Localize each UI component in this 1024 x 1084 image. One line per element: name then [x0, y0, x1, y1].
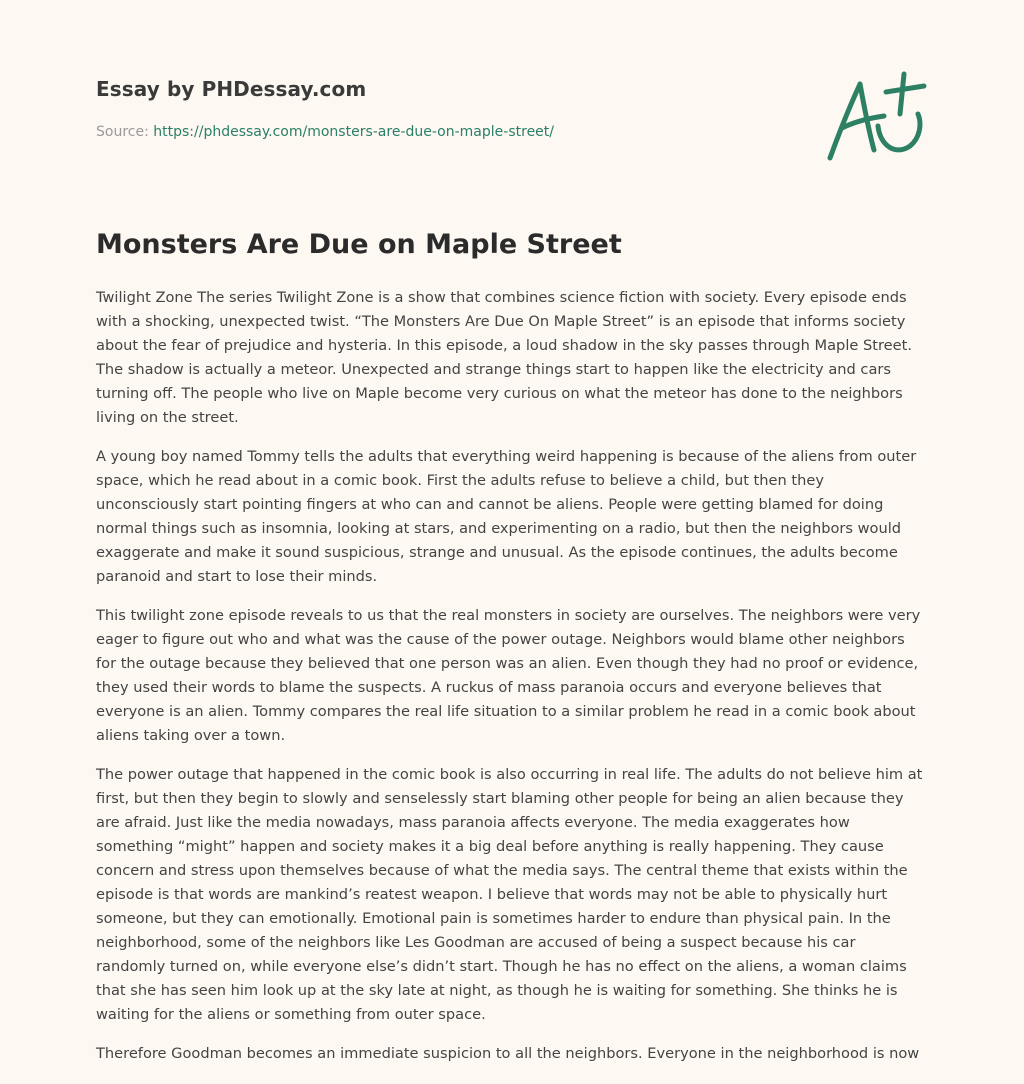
essay-paragraph: Therefore Goodman becomes an immediate suspicion to all the neighbors. Everyone in the neighborhood is now: [96, 1045, 920, 1062]
source-label: Source:: [96, 124, 149, 140]
essay-body: [96, 286, 928, 1066]
site-title: Essay by PHDessay.com: [96, 77, 367, 101]
source-link[interactable]: https://phdessay.com/monsters-are-due-on-maple-street/: [153, 124, 554, 140]
page-header: [96, 74, 796, 142]
essay-paragraph: A young boy named Tommy tells the adults that everything weird happening is because of the aliens from outer space, which he read about in a comic book. First the adults refuse to believe a child, but then they unconsciously start pointing fingers at who can and cannot be aliens. People were getting blamed for doing normal things such as insomnia, looking at stars, and experimenting on a radio, but then the neighbors would exaggerate and make it sound suspicious, strange and unusual. As the episode continues, the adults become paranoid and start to lose their minds.: [96, 448, 917, 585]
essay-paragraph: This twilight zone episode reveals to us that the real monsters in society are ourselves. The neighbors were very eager to figure out who and what was the cause of the power outage. Neighbors would blame other neighbors for the outage because they believed that one person was an alien. Even though they had no proof or evidence, they used their words to blame the suspects. A ruckus of mass paranoia occurs and everyone believes that everyone is an alien. Tommy compares the real life situation to a similar problem he read in a comic book about aliens taking over a town.: [96, 607, 921, 744]
essay-paragraph: Twilight Zone The series Twilight Zone is a show that combines science fiction with society. Every episode ends with a shocking, unexpected twist. “The Monsters Are Due On Maple Street” is an episode that informs society about the fear of prejudice and hysteria. In this episode, a loud shadow in the sky passes through Maple Street. The shadow is actually a meteor. Unexpected and strange things start to happen like the electricity and cars turning off. The people who live on Maple become very curious on what the meteor has done to the neighbors living on the street.: [96, 289, 912, 426]
essay-content: [96, 224, 928, 1081]
essay-title: Monsters Are Due on Maple Street: [96, 229, 622, 260]
a-plus-grade-icon: [820, 66, 930, 166]
source-line: [96, 122, 796, 142]
essay-paragraph: The power outage that happened in the comic book is also occurring in real life. The adults do not believe him at first, but then they begin to slowly and senselessly start blaming other people for being an alien because they are afraid. Just like the media nowadays, mass paranoia affects everyone. The media exaggerates how something “might” happen and society makes it a big deal before anything is really happening. They cause concern and stress upon themselves because of what the media says. The central theme that exists within the episode is that words are mankind’s reatest weapon. I believe that words may not be able to physically hurt someone, but they can emotionally. Emotional pain is sometimes harder to endure than physical pain. In the neighborhood, some of the neighbors like Les Goodman are accused of being a suspect because his car randomly turned on, while everyone else’s didn’t start. Though he has no effect on the aliens, a woman claims that she has seen him look up at the sky late at night, as though he is waiting for something. She thinks he is waiting for the aliens or something from outer space.: [96, 766, 923, 1023]
